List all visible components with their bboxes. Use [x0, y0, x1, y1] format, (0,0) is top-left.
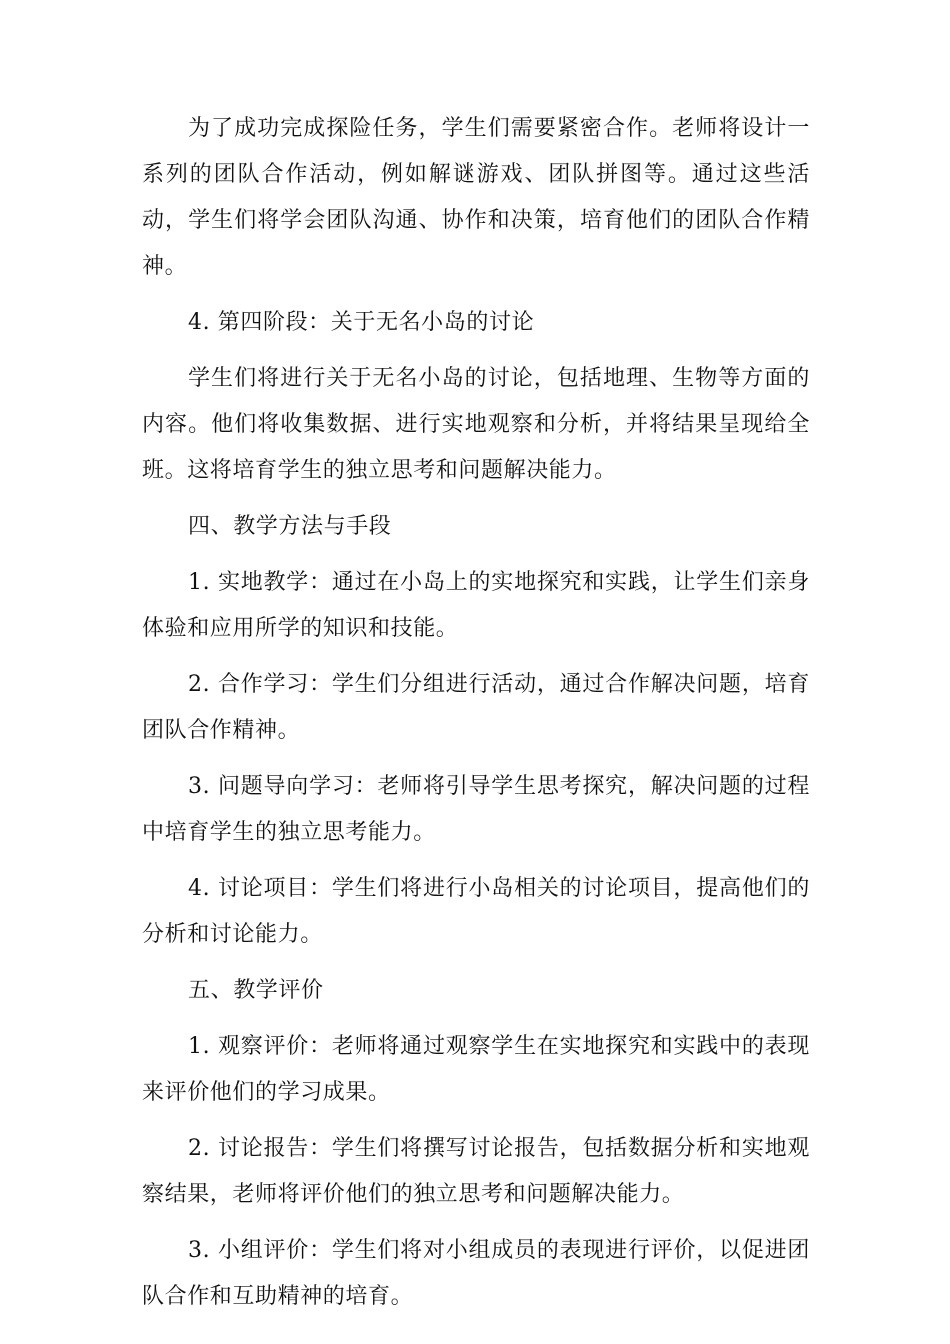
- section-teaching-evaluation-heading: 五、教学评价: [188, 978, 324, 1003]
- list-item-discussion-project: 4. 讨论项目：学生们将进行小岛相关的讨论项目，提高他们的分析和讨论能力。: [142, 876, 810, 947]
- list-item-problem-oriented-learning: 3. 问题导向学习：老师将引导学生思考探究，解决问题的过程中培育学生的独立思考能力。: [142, 774, 810, 845]
- list-item-field-teaching: 1. 实地教学：通过在小岛上的实地探究和实践，让学生们亲身体验和应用所学的知识和技能。: [142, 570, 810, 641]
- paragraph-island-discussion: 学生们将进行关于无名小岛的讨论，包括地理、生物等方面的内容。他们将收集数据、进行实地观察和分析，并将结果呈现给全班。这将培育学生的独立思考和问题解决能力。: [142, 366, 810, 483]
- section-stage-four-heading: 4. 第四阶段：关于无名小岛的讨论: [188, 310, 535, 335]
- paragraph-teamwork: 为了成功完成探险任务，学生们需要紧密合作。老师将设计一系列的团队合作活动，例如解谜游戏、团队拼图等。通过这些活动，学生们将学会团队沟通、协作和决策，培育他们的团队合作精神。: [142, 116, 810, 279]
- list-item-group-evaluation: 3. 小组评价：学生们将对小组成员的表现进行评价，以促进团队合作和互助精神的培育。: [142, 1238, 810, 1309]
- list-item-observation-evaluation: 1. 观察评价：老师将通过观察学生在实地探究和实践中的表现来评价他们的学习成果。: [142, 1034, 810, 1105]
- list-item-cooperative-learning: 2. 合作学习：学生们分组进行活动，通过合作解决问题，培育团队合作精神。: [142, 672, 810, 743]
- document-body: [142, 106, 810, 1330]
- section-teaching-methods-heading: 四、教学方法与手段: [188, 514, 392, 539]
- list-item-discussion-report: 2. 讨论报告：学生们将撰写讨论报告，包括数据分析和实地观察结果，老师将评价他们的独立思考和问题解决能力。: [142, 1136, 810, 1207]
